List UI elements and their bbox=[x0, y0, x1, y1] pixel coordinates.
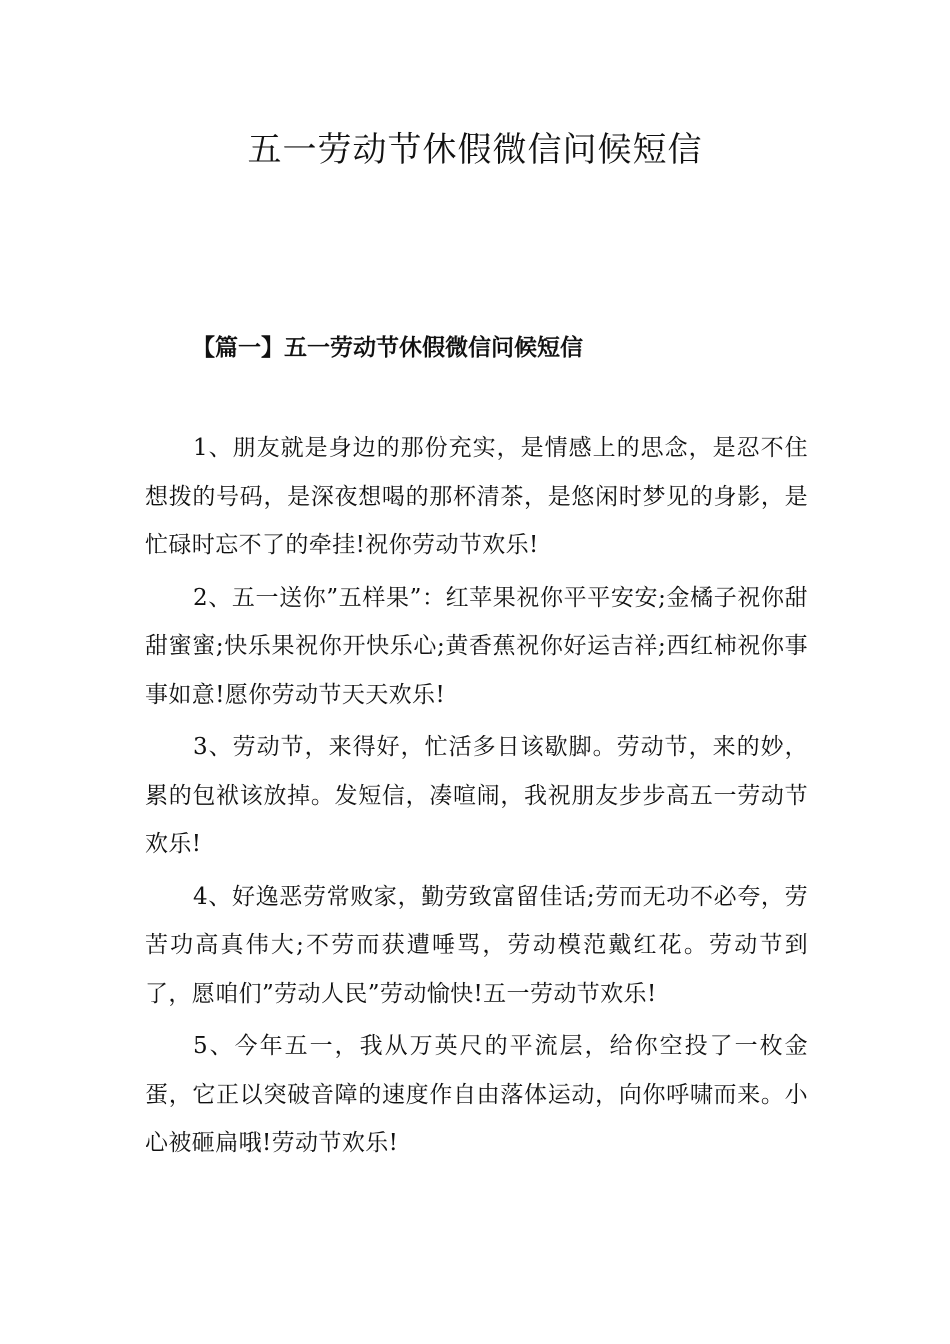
paragraph-2: 2、五一送你”五样果”：红苹果祝你平平安安;金橘子祝你甜甜蜜蜜;快乐果祝你开快乐心;黄香蕉祝你好运吉祥;西红柿祝你事事如意!愿你劳动节天天欢乐! bbox=[145, 584, 808, 708]
section-heading: 【篇一】五一劳动节休假微信问候短信 bbox=[192, 334, 583, 361]
page-title: 五一劳动节休假微信问候短信 bbox=[247, 130, 703, 170]
paragraph-3: 3、劳动节，来得好，忙活多日该歇脚。劳动节，来的妙，累的包袱该放掉。发短信，凑喧闹，我祝朋友步步高五一劳动节欢乐! bbox=[145, 734, 808, 857]
paragraph-1: 1、朋友就是身边的那份充实，是情感上的思念，是忍不住想拨的号码，是深夜想喝的那杯清茶，是悠闲时梦见的身影，是忙碌时忘不了的牵挂!祝你劳动节欢乐! bbox=[145, 435, 808, 558]
paragraph-4: 4、好逸恶劳常败家，勤劳致富留佳话;劳而无功不必夸，劳苦功高真伟大;不劳而获遭唾骂，劳动模范戴红花。劳动节到了，愿咱们”劳动人民”劳动愉快!五一劳动节欢乐! bbox=[145, 883, 808, 1007]
paragraph-5: 5、今年五一，我从万英尺的平流层，给你空投了一枚金蛋，它正以突破音障的速度作自由落体运动，向你呼啸而来。小心被砸扁哦!劳动节欢乐! bbox=[145, 1033, 808, 1156]
document-body bbox=[145, 424, 808, 1172]
